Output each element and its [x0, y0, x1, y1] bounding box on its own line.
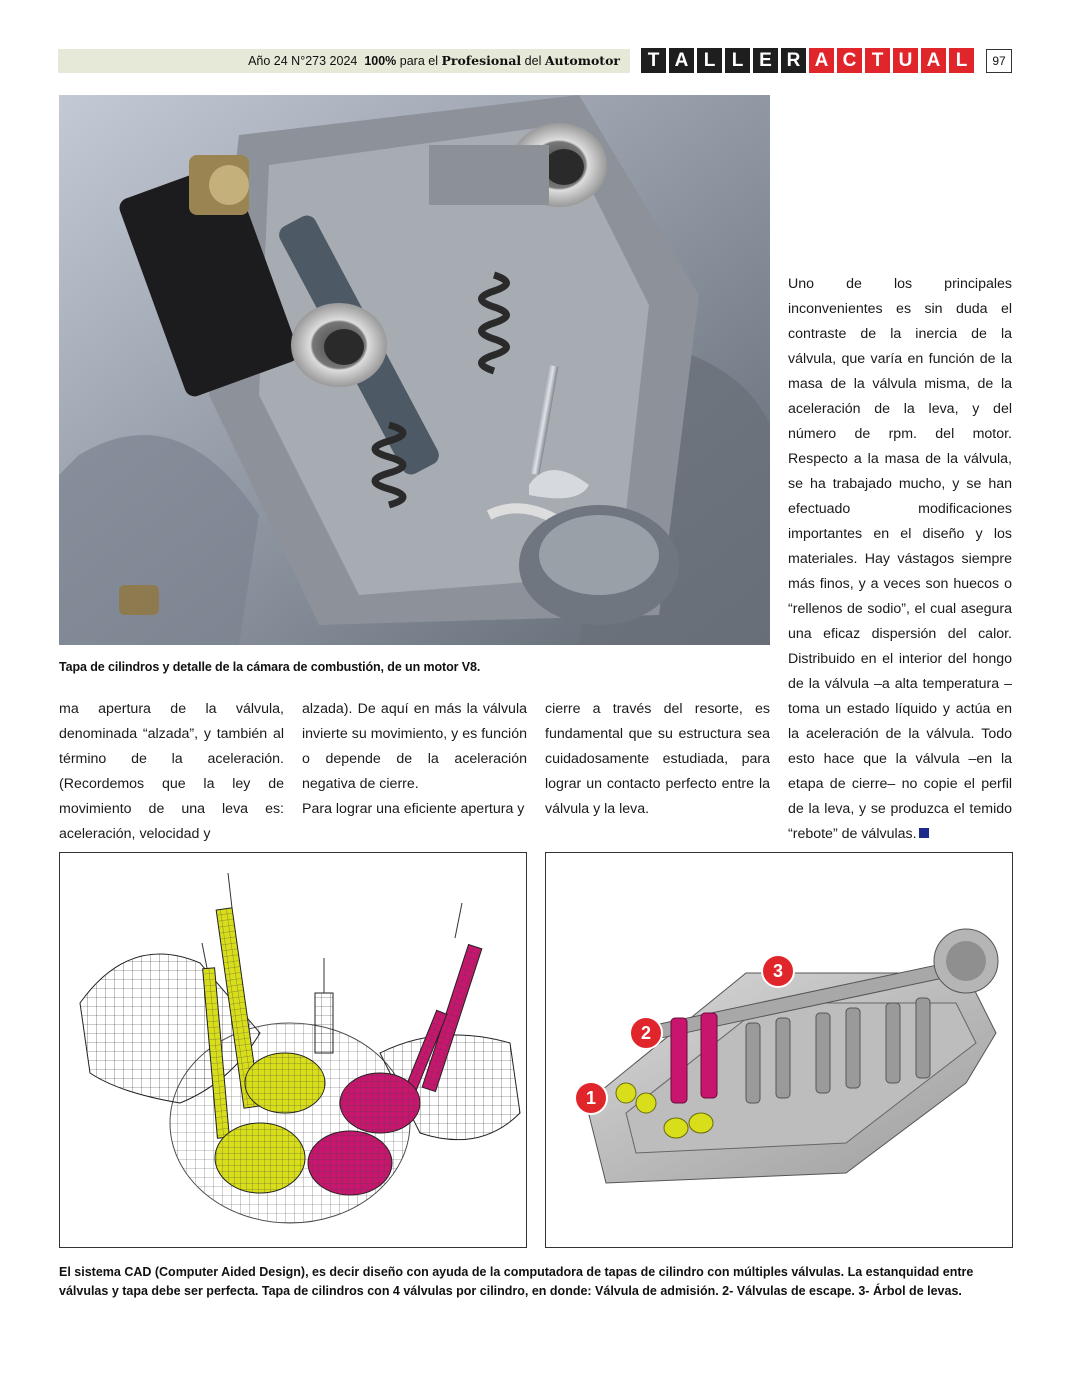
- article-end-mark: [919, 828, 929, 838]
- column-2-paragraph-2: Para lograr una eficiente apertura y: [302, 801, 525, 817]
- tagline-automotor: Automotor: [544, 53, 620, 68]
- logo-letter: C: [837, 48, 862, 73]
- logo-letter: U: [893, 48, 918, 73]
- logo-letter: A: [669, 48, 694, 73]
- figure-label-1: 1: [585, 1088, 597, 1108]
- column-4-text: Uno de los principales inconvenientes es sin duda el contraste de la inercia de la válvula, que varía en función de la masa de la válvula misma, de la aceleración de la leva, y del número de rpm. del motor. Respecto a la masa de la válvula, se ha trabajado mucho, y se han efectuado modificaciones importantes en el diseño y los materiales. Hay vástagos siempre más finos, y a veces son huecos o “rellenos de sodio”, el cual asegura una eficaz dispersión del calor. Distribuido en el interior del hongo de la válvula –a alta temperatura – toma un estado líquido y actúa en la aceleración de la válvula. Todo esto hace que la válvula –en la etapa de cierre– no copie el perfil de la leva, y se produzca el temido “rebote” de válvulas.: [788, 276, 1012, 842]
- engine-cutaway-photo: [59, 95, 770, 645]
- column-4: [788, 272, 1012, 847]
- logo-letter: E: [753, 48, 778, 73]
- cad-wireframe-figure: [59, 852, 527, 1248]
- column-2: [302, 697, 527, 822]
- logo-letter: L: [725, 48, 750, 73]
- logo-letter: T: [865, 48, 890, 73]
- tagline-mid2: del: [521, 54, 545, 68]
- magazine-logo: [641, 48, 974, 74]
- logo-letter: T: [641, 48, 666, 73]
- logo-letter: L: [949, 48, 974, 73]
- logo-letter: A: [809, 48, 834, 73]
- logo-letter: R: [781, 48, 806, 73]
- figures-caption: El sistema CAD (Computer Aided Design), es decir diseño con ayuda de la computadora de tapas de cilindro con múltiples válvulas. La estanquidad entre válvulas y tapa debe ser perfecta. Tapa de cilindros con 4 válvulas por cilindro, en donde: Válvula de admisión. 2- Válvulas de escape. 3- Árbol de levas.: [59, 1265, 974, 1298]
- header-bar: [58, 49, 630, 73]
- logo-letter: L: [697, 48, 722, 73]
- figure-label-3: 3: [772, 961, 784, 981]
- tagline-mid1: para el: [396, 54, 442, 68]
- column-3: cierre a través del resorte, es fundamental que su estructura sea cuidadosamente estudiada, para lograr un contacto perfecto entre la válvula y la leva.: [545, 701, 770, 817]
- cylinder-head-figure: [545, 852, 1013, 1248]
- header-text: [248, 53, 620, 68]
- tagline-strong: 100%: [364, 54, 397, 68]
- column-1: ma apertura de la válvula, denominada “alzada”, y también al término de la aceleración. (Recordemos que la ley de movimiento de una leva es: aceleración, velocidad y: [59, 701, 284, 842]
- photo-caption: Tapa de cilindros y detalle de la cámara de combustión, de un motor V8.: [59, 660, 481, 674]
- column-2-paragraph-1: alzada). De aquí en más la válvula invierte su movimiento, y es función o depende de la aceleración negativa de cierre.: [302, 701, 527, 792]
- figure-label-2: 2: [640, 1023, 652, 1043]
- page-number: 97: [986, 49, 1012, 73]
- logo-letter: A: [921, 48, 946, 73]
- tagline-profesional: Profesional: [441, 53, 522, 68]
- issue-info: Año 24 N°273 2024: [248, 54, 358, 68]
